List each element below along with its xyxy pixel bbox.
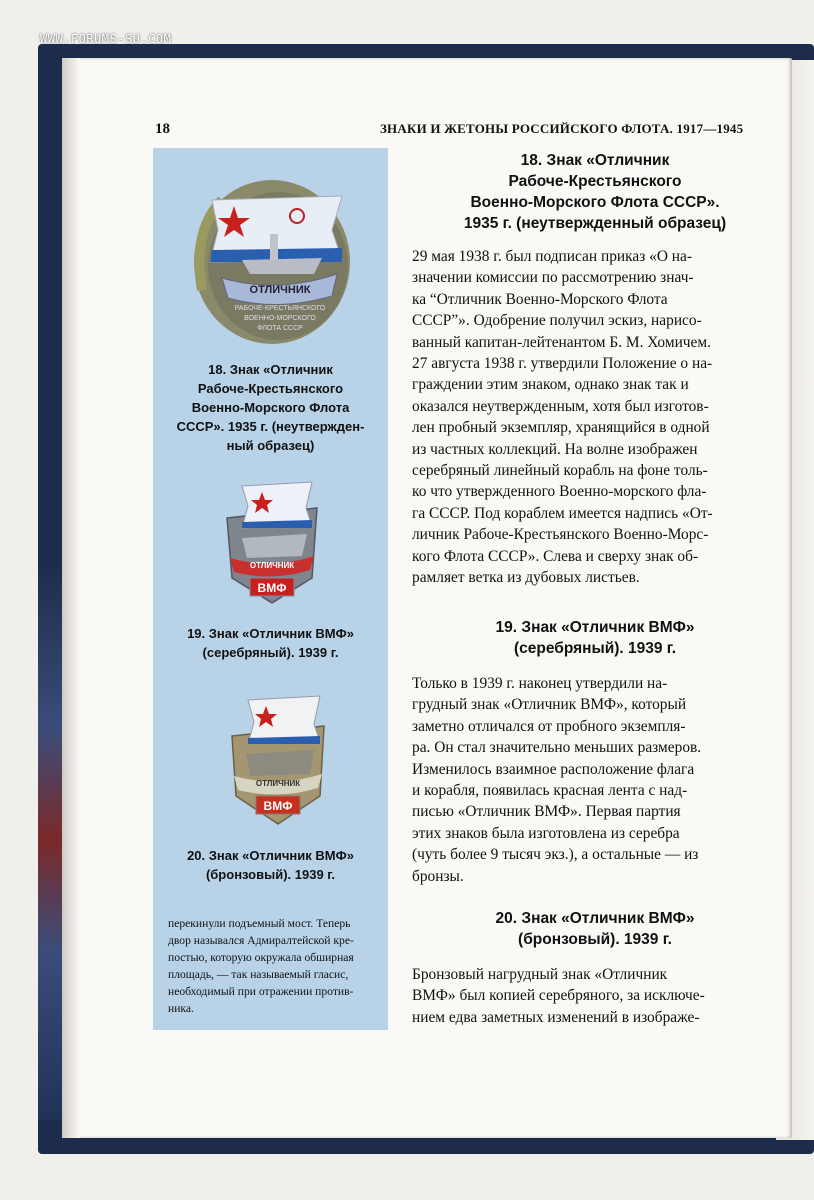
section-20 — [412, 908, 778, 1028]
section-19 — [412, 617, 778, 887]
badge-3-plate: ВМФ — [263, 799, 293, 813]
badge-1-line-1: РАБОЧЕ-КРЕСТЬЯНСКОГО — [234, 305, 326, 312]
section-18-heading: 18. Знак «Отличник Рабоче-Крестьянского Военно-Морского Флота СССР». 1935 г. (неутвержденный образец) — [463, 152, 727, 232]
badge-2-plate: ВМФ — [257, 581, 287, 595]
caption-badge-19 — [153, 624, 388, 662]
badge-1-line-2: ВОЕННО-МОРСКОГО — [244, 315, 316, 322]
badge-vmf-bronze-icon — [218, 692, 338, 830]
caption-badge-18 — [153, 360, 388, 455]
badge-2-ribbon: ОТЛИЧНИК — [249, 561, 295, 570]
watermark: WWW.FORUMS-SU.COM — [40, 32, 172, 46]
running-title: ЗНАКИ И ЖЕТОНЫ РОССИЙСКОГО ФЛОТА. 1917—1945 — [380, 121, 744, 136]
badge-1-line-3: ФЛОТА СССР — [257, 325, 303, 332]
badge-1935-icon — [182, 170, 362, 350]
caption-badge-19-text: 19. Знак «Отличник ВМФ» (серебряный). 1939 г. — [187, 626, 354, 660]
caption-badge-20 — [153, 846, 388, 884]
caption-badge-18-text: 18. Знак «Отличник Рабоче-Крестьянского Военно-Морского Флота СССР». 1935 г. (неутвержден- ный образец) — [176, 362, 365, 453]
section-20-body: Бронзовый нагрудный знак «Отличник ВМФ» был копией серебряного, за исключе- нием едва заметных изменений в изображе- — [412, 966, 705, 1026]
caption-badge-20-text: 20. Знак «Отличник ВМФ» (бронзовый). 1939 г. — [187, 848, 354, 882]
sidebar-note: перекинули подъемный мост. Теперь двор назывался Адмиралтейской кре- постью, которую окружала обширная площадь, — так называемый гласис, необходимый при отражении против- ника. — [168, 917, 354, 1015]
badge-vmf-silver-icon — [212, 478, 332, 608]
badge-1-ribbon: ОТЛИЧНИК — [249, 284, 311, 296]
section-19-body: Только в 1939 г. наконец утвердили на- грудный знак «Отличник ВМФ», который заметно отличался от пробного экземпля- ра. Он стал значительно меньших размеров. Изменилось взаимное расположение флага и корабля, появилась красная лента с над- писью «Отличник ВМФ». Первая партия этих знаков была изготовлена из серебра (чуть более 9 тысяч экз.), а остальные — из бронзы. — [412, 675, 702, 885]
badge-3-ribbon: ОТЛИЧНИК — [255, 779, 301, 788]
page-gutter — [62, 58, 80, 1138]
section-18 — [412, 150, 778, 589]
section-19-heading: 19. Знак «Отличник ВМФ» (серебряный). 1939 г. — [495, 619, 695, 657]
page-number: 18 — [155, 121, 170, 137]
section-18-body: 29 мая 1938 г. был подписан приказ «О на- значении комиссии по рассмотрению знач- ка “Отличник Военно-Морского Флота СССР”». Одобрение получил эскиз, нарисо- ванный капитан-лейтенантом Б. М. Хомичем. 27 августа 1938 г. утвердили Положение о на- граждении этим знаком, однако знак так и оказался неутвержденным, хотя был изготов- лен пробный экземпляр, хранящийся в одной из частных коллекций. На волне изображен серебряный линейный корабль на фоне толь- ко что утвержденного Военно-морского фла- га СССР. Под кораблем имеется надпись «От- личник Рабоче-Крестьянского Военно-Морс- кого Флота СССР». Слева и сверху знак об- рамляет ветка из дубовых листьев. — [412, 248, 713, 587]
section-20-heading: 20. Знак «Отличник ВМФ» (бронзовый). 1939 г. — [495, 910, 695, 948]
